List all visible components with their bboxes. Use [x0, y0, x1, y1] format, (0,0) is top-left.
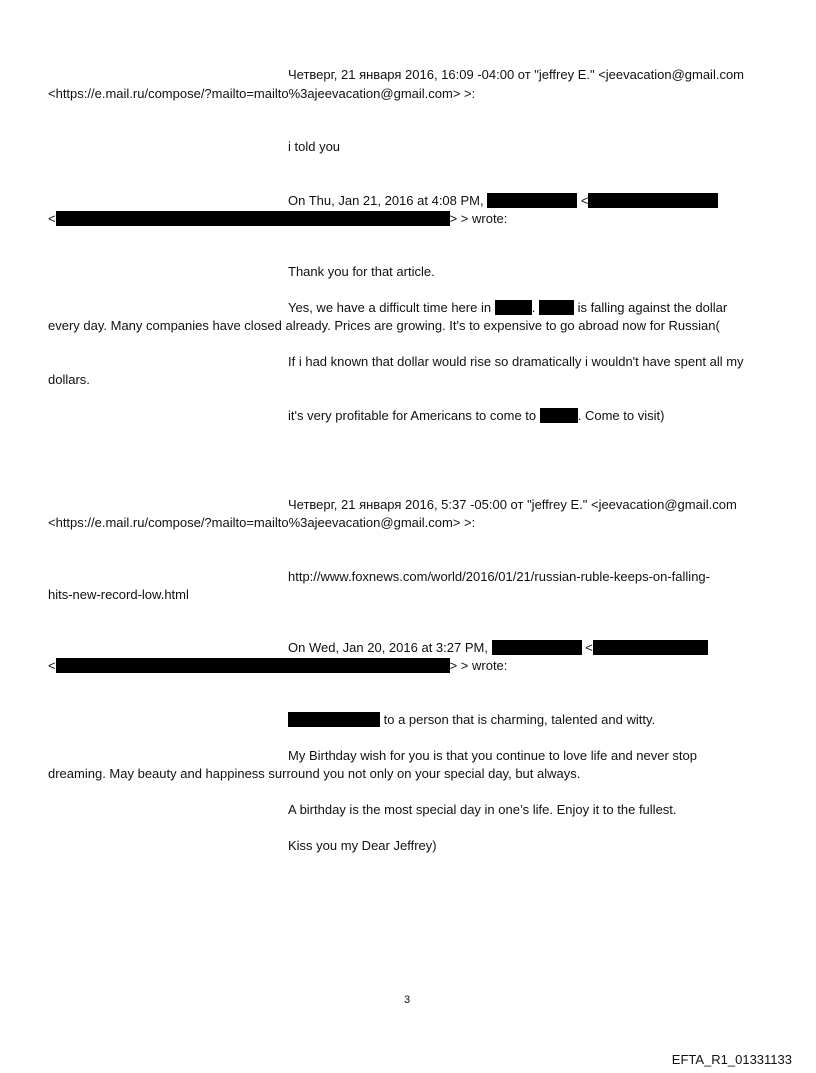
redaction-block: [56, 658, 450, 673]
article-link-cont[interactable]: hits-new-record-low.html: [48, 587, 189, 602]
quote-paragraph: My Birthday wish for you is that you continue to love life and never stop: [288, 748, 697, 763]
document-id: EFTA_R1_01331133: [671, 1052, 792, 1067]
redaction-block: [588, 193, 718, 208]
quote-paragraph: If i had known that dollar would rise so dramatically i wouldn't have spent all my: [288, 354, 744, 369]
redaction-block: [56, 211, 450, 226]
quote-paragraph: A birthday is the most special day in one’s life. Enjoy it to the fullest.: [288, 802, 677, 817]
quote-header: On Thu, Jan 21, 2016 at 4:08 PM, <: [288, 193, 718, 209]
quote-header-address: < > > wrote:: [48, 658, 508, 673]
redaction-block: [495, 300, 532, 315]
quote-paragraph: Thank you for that article.: [288, 264, 435, 279]
message-header-date: Четверг, 21 января 2016, 5:37 -05:00 от "jeffrey E." <jeevacation@gmail.com: [288, 497, 737, 512]
message-header-address: <https://e.mail.ru/compose/?mailto=mailto%3ajeevacation@gmail.com> >:: [48, 515, 476, 530]
page-number: 3: [404, 994, 411, 1006]
quote-header-address: < > > wrote:: [48, 211, 508, 226]
quote-paragraph-cont: every day. Many companies have closed already. Prices are growing. It's to expensive to go abroad now for Russian(: [48, 318, 720, 333]
quote-paragraph-cont: dollars.: [48, 372, 90, 387]
redaction-block: [288, 712, 380, 727]
redaction-block: [487, 193, 577, 208]
quote-paragraph: to a person that is charming, talented and witty.: [288, 712, 655, 728]
quote-paragraph: it's very profitable for Americans to come to . Come to visit): [288, 408, 665, 423]
redaction-block: [492, 640, 582, 655]
quote-paragraph-cont: dreaming. May beauty and happiness surround you not only on your special day, but always.: [48, 766, 581, 781]
message-header-date: Четверг, 21 января 2016, 16:09 -04:00 от "jeffrey E." <jeevacation@gmail.com: [288, 67, 744, 82]
quote-header: On Wed, Jan 20, 2016 at 3:27 PM, <: [288, 640, 708, 656]
article-link[interactable]: http://www.foxnews.com/world/2016/01/21/russian-ruble-keeps-on-falling-: [288, 569, 710, 584]
quote-paragraph: Yes, we have a difficult time here in . is falling against the dollar: [288, 300, 728, 315]
redaction-block: [540, 408, 578, 423]
redaction-block: [593, 640, 708, 655]
message-header-address: <https://e.mail.ru/compose/?mailto=mailto%3ajeevacation@gmail.com> >:: [48, 86, 476, 101]
redaction-block: [539, 300, 574, 315]
quote-paragraph: Kiss you my Dear Jeffrey): [288, 838, 437, 853]
message-body: i told you: [288, 139, 341, 154]
